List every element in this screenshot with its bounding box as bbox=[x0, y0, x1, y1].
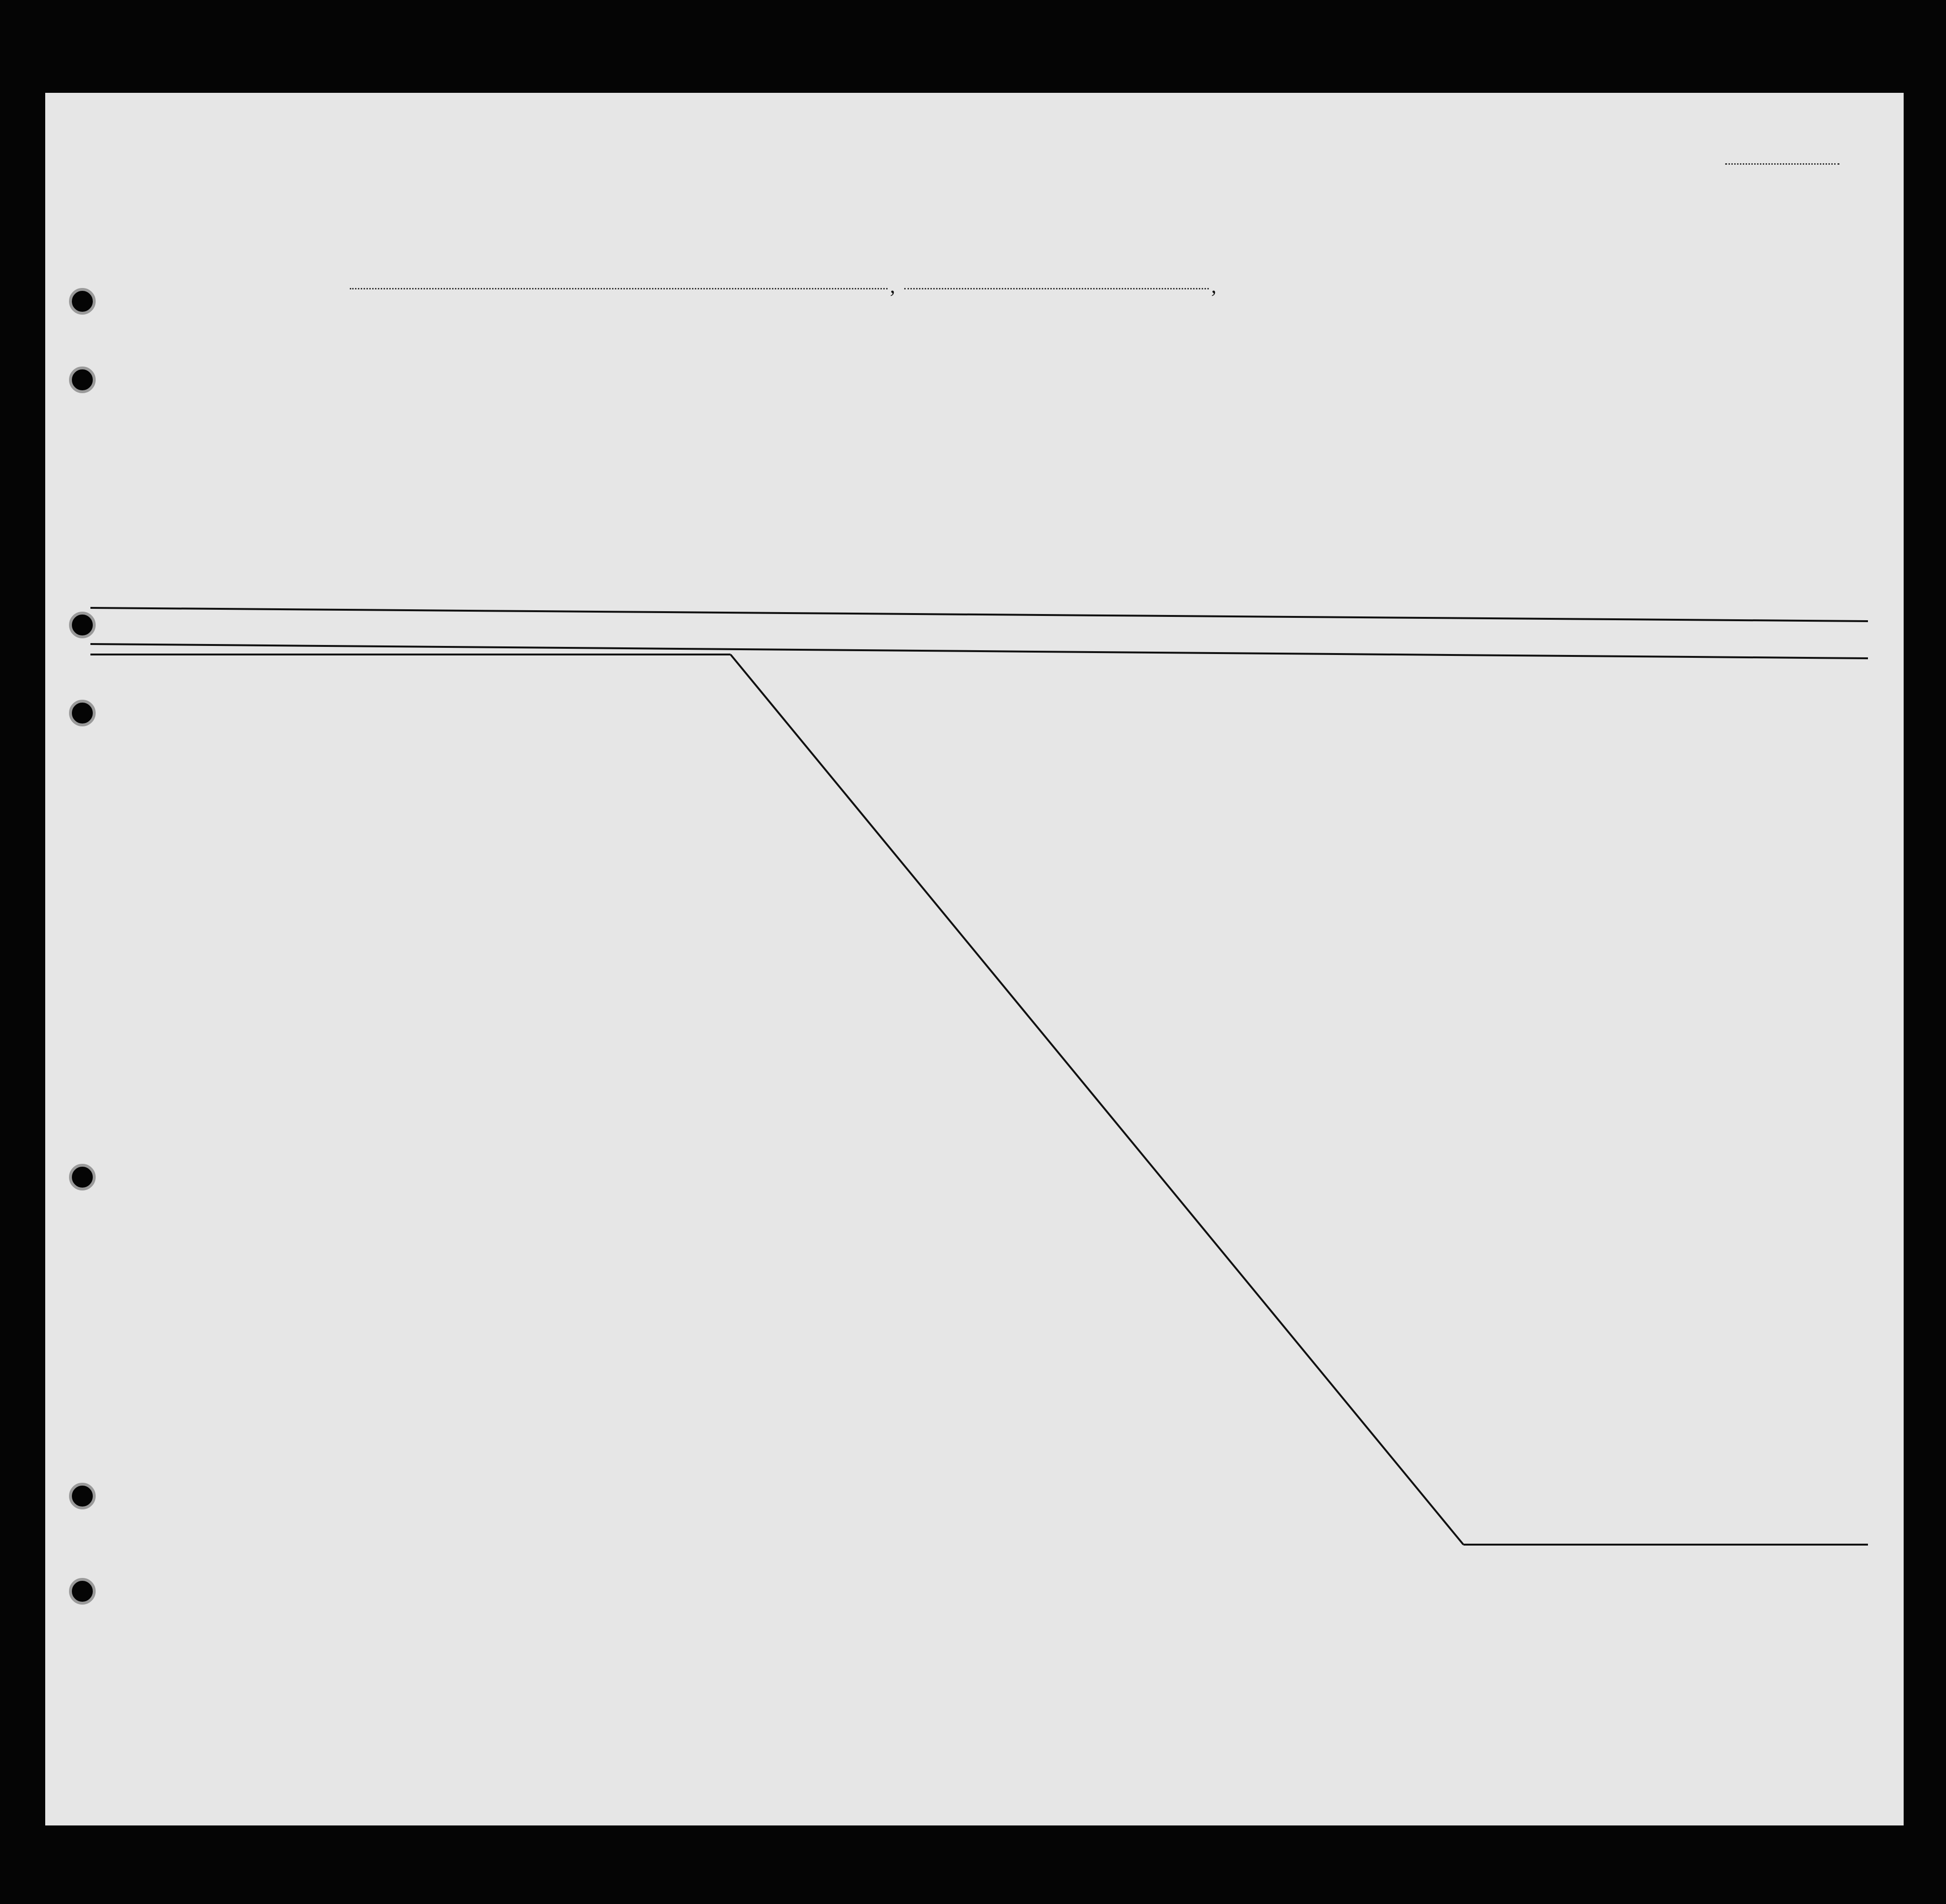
cancellation-line bbox=[731, 654, 1463, 1545]
manifest-sheet bbox=[45, 93, 1904, 1825]
strike-line bbox=[90, 608, 1868, 621]
comma: , bbox=[890, 274, 895, 298]
table-grid bbox=[45, 93, 1904, 1825]
strike-line bbox=[90, 644, 1868, 658]
comma: , bbox=[1211, 274, 1216, 298]
